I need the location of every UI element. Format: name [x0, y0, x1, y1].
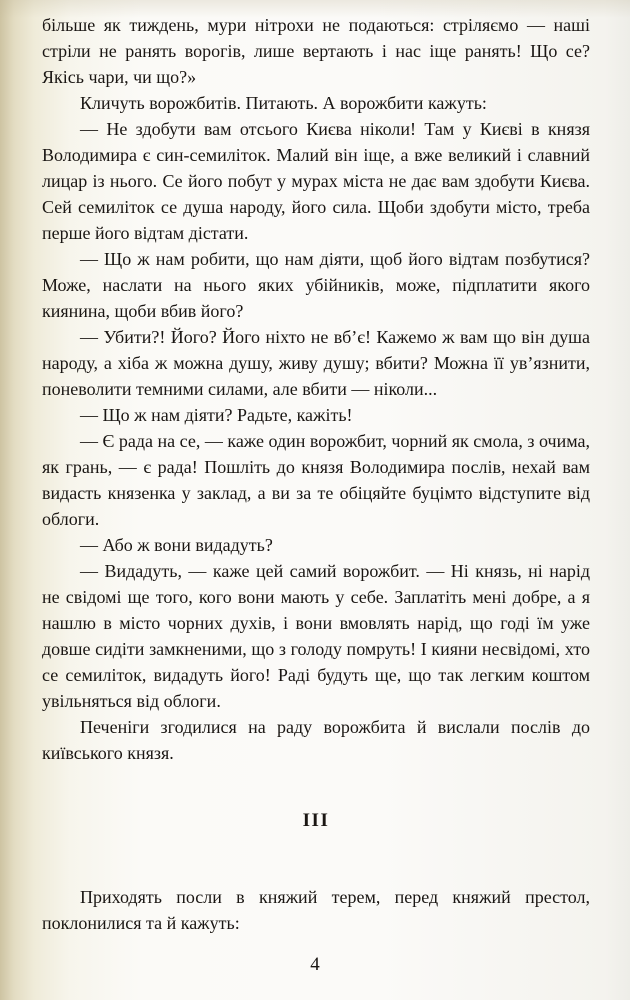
paragraph: Кличуть ворожбитів. Питають. А ворожбити кажуть: — [80, 93, 487, 113]
paragraph: — Що ж нам діяти? Радьте, кажіть! — [80, 405, 353, 425]
paragraph: — Є рада на се, — каже один ворожбит, чорний як смола, з очима, як грань, — є рада! Пошліть до князя Володимира послів, нехай вам видасть князенка у заклад, а ви за те обіцяйте буцімто відступите від облоги. — [42, 431, 591, 529]
paragraph: — Або ж вони видадуть? — [80, 535, 273, 555]
paragraph: — Що ж нам робити, що нам діяти, щоб його відтам позбутися? Може, наслати на нього яких убійників, може, підплатити якого киянина, щоби вбив його? — [42, 249, 590, 321]
text-block — [42, 12, 590, 936]
paragraph: Печеніги згодилися на раду ворожбита й вислали послів до київського князя. — [42, 717, 590, 763]
page-number: 4 — [310, 954, 320, 975]
paragraph: — Видадуть, — каже цей самий ворожбит. — Ні князь, ні нарід не свідомі ще того, кого вони мають у себе. Заплатіть мені добре, а я нашлю в місто чорних духів, і вони вмовлять нарід, що годі їм уже довше сидіти замкненими, що з голоду помруть! І кияни несвідомі, хто се семиліток, видадуть його! Раді будуть ще, що так легким коштом увільняться від облоги. — [42, 561, 590, 711]
section-heading: III — [302, 810, 330, 831]
paragraph: — Не здобути вам отсього Києва ніколи! Там у Києві в князя Володимира є син-семиліток. Малий він іще, а вже великий і славний лицар із нього. Се його побут у мурах міста не дає вам здобути Києва. Сей семиліток се душа народу, його сила. Щоби здобути місто, треба перше його відтам дістати. — [42, 119, 590, 243]
paragraph: більше як тиждень, мури нітрохи не подаються: стріляємо — наші стріли не ранять ворогів, лише вертають і нас іще ранять! Що се? Якісь чари, чи що?» — [42, 15, 590, 87]
paragraph: — Убити?! Його? Його ніхто не вб’є! Кажемо ж вам що він душа народу, а хіба ж можна душу, живу душу; вбити? Можна її ув’язнити, поневолити темними силами, але вбити — ніколи... — [42, 327, 590, 399]
paragraph: Приходять посли в княжий терем, перед княжий престол, поклонилися та й кажуть: — [42, 887, 590, 933]
